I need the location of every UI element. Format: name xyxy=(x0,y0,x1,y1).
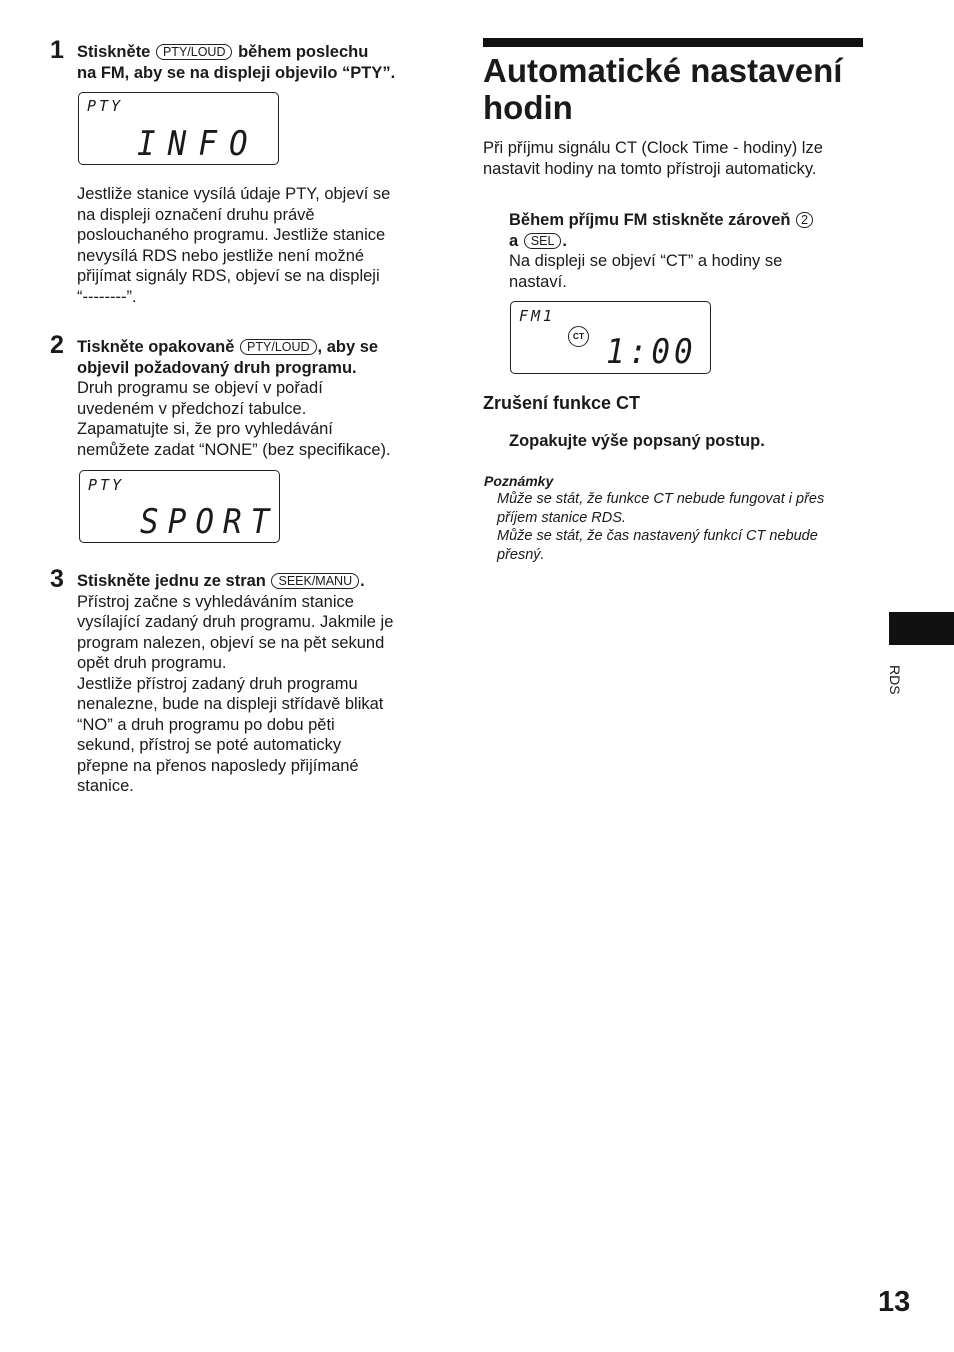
step-3-number: 3 xyxy=(50,565,64,593)
body-line: “NO” a druh programu po dobu pěti xyxy=(77,715,335,734)
cancel-heading: Zrušení funkce CT xyxy=(483,393,641,413)
body-line: vysílající zadaný druh programu. Jakmile je xyxy=(77,613,394,631)
intro-text xyxy=(483,138,883,179)
seek-manu-key: SEEK/MANU xyxy=(271,573,359,589)
step-1-body xyxy=(77,184,437,307)
section-tab-label: RDS xyxy=(887,665,903,695)
step-2-instr-a: Tiskněte opakovaně xyxy=(77,338,235,356)
display-info-text: INFO xyxy=(137,124,260,164)
display-clock-time: 1:00 xyxy=(606,332,697,372)
cancel-instruction: Zopakujte výše popsaný postup. xyxy=(509,432,765,450)
pty-loud-key: PTY/LOUD xyxy=(240,339,317,355)
step-2-instr-b: , aby se xyxy=(317,338,379,356)
step-1-instr-b: během poslechu xyxy=(238,43,369,61)
page-number: 13 xyxy=(878,1286,911,1318)
display-sport-label: PTY xyxy=(88,476,125,494)
body-line: Jestliže přístroj zadaný druh programu xyxy=(77,674,358,693)
step-3-instr-a: Stiskněte jednu ze stran xyxy=(77,572,266,590)
note-line: přesný. xyxy=(497,546,545,563)
body-line: stanice. xyxy=(77,777,134,795)
ct-indicator-icon: CT xyxy=(568,326,589,347)
note-line: Může se stát, že čas nastavený funkcí CT nebude xyxy=(497,528,818,544)
intro-line: Při příjmu signálu CT (Clock Time - hodiny) lze xyxy=(483,139,823,157)
notes-heading: Poznámky xyxy=(484,473,554,489)
display-sport xyxy=(79,470,280,543)
step-2-text xyxy=(77,337,437,460)
step-3-instr-b: . xyxy=(360,572,365,590)
display-clock xyxy=(510,301,711,374)
ct-instr-a: Během příjmu FM stiskněte zároveň xyxy=(509,211,791,229)
key-2: 2 xyxy=(796,212,813,228)
body-line: Jestliže stanice vysílá údaje PTY, objeví se xyxy=(77,185,391,203)
body-line: nemůžete zadat “NONE” (bez specifikace). xyxy=(77,440,391,459)
body-line: “--------”. xyxy=(77,287,137,306)
title-line: Automatické nastavení xyxy=(483,52,843,89)
title-line: hodin xyxy=(483,89,573,126)
step-1-instr-a: Stiskněte xyxy=(77,43,151,61)
body-line: nenalezne, bude na displeji střídavě blikat xyxy=(77,695,384,713)
note-line: Může se stát, že funkce CT nebude fungovat i přes xyxy=(497,491,825,507)
intro-line: nastavit hodiny na tomto přístroji automaticky. xyxy=(483,159,817,178)
body-line: sekund, přístroj se poté automaticky xyxy=(77,736,342,754)
sel-key: SEL xyxy=(524,233,562,249)
body-line: nevysílá RDS nebo jestliže není možné xyxy=(77,246,365,265)
step-1-instr-c: na FM, aby se na displeji objevilo “PTY”. xyxy=(77,63,396,82)
body-line: přepne na přenos naposledy přijímané xyxy=(77,756,359,775)
step-2-number: 2 xyxy=(50,331,64,359)
display-info-label: PTY xyxy=(87,97,124,115)
section-title xyxy=(483,52,883,126)
ct-instr-c: . xyxy=(562,231,568,250)
step-1-instruction xyxy=(77,42,437,83)
display-info xyxy=(78,92,279,165)
ct-instruction xyxy=(509,210,879,292)
body-line: přijímat signály RDS, objeví se na displeji xyxy=(77,267,380,285)
step-2-instr-c: objevil požadovaný druh programu. xyxy=(77,358,357,377)
title-rule xyxy=(483,38,863,47)
body-line: Zapamatujte si, že pro vyhledávání xyxy=(77,420,333,438)
body-line: poslouchaného programu. Jestliže stanice xyxy=(77,226,386,244)
step-1-number: 1 xyxy=(50,36,64,64)
section-tab xyxy=(889,612,954,645)
body-line: program nalezen, objeví se na pět sekund xyxy=(77,633,385,652)
step-3-text xyxy=(77,571,437,797)
body-line: uvedeném v předchozí tabulce. xyxy=(77,399,307,418)
body-line: Druh programu se objeví v pořadí xyxy=(77,379,323,397)
ct-instr-b: a xyxy=(509,231,519,250)
display-sport-text: SPORT xyxy=(140,502,279,542)
body-line: Na displeji se objeví “CT” a hodiny se xyxy=(509,252,783,270)
body-line: Přístroj začne s vyhledáváním stanice xyxy=(77,592,354,611)
body-line: na displeji označení druhu právě xyxy=(77,205,315,224)
body-line: opět druh programu. xyxy=(77,654,227,672)
display-clock-band: FM1 xyxy=(519,307,556,325)
body-line: nastaví. xyxy=(509,272,567,291)
pty-loud-key: PTY/LOUD xyxy=(156,44,233,60)
note-line: příjem stanice RDS. xyxy=(497,509,626,526)
note-1 xyxy=(497,490,877,527)
note-2 xyxy=(497,527,877,564)
